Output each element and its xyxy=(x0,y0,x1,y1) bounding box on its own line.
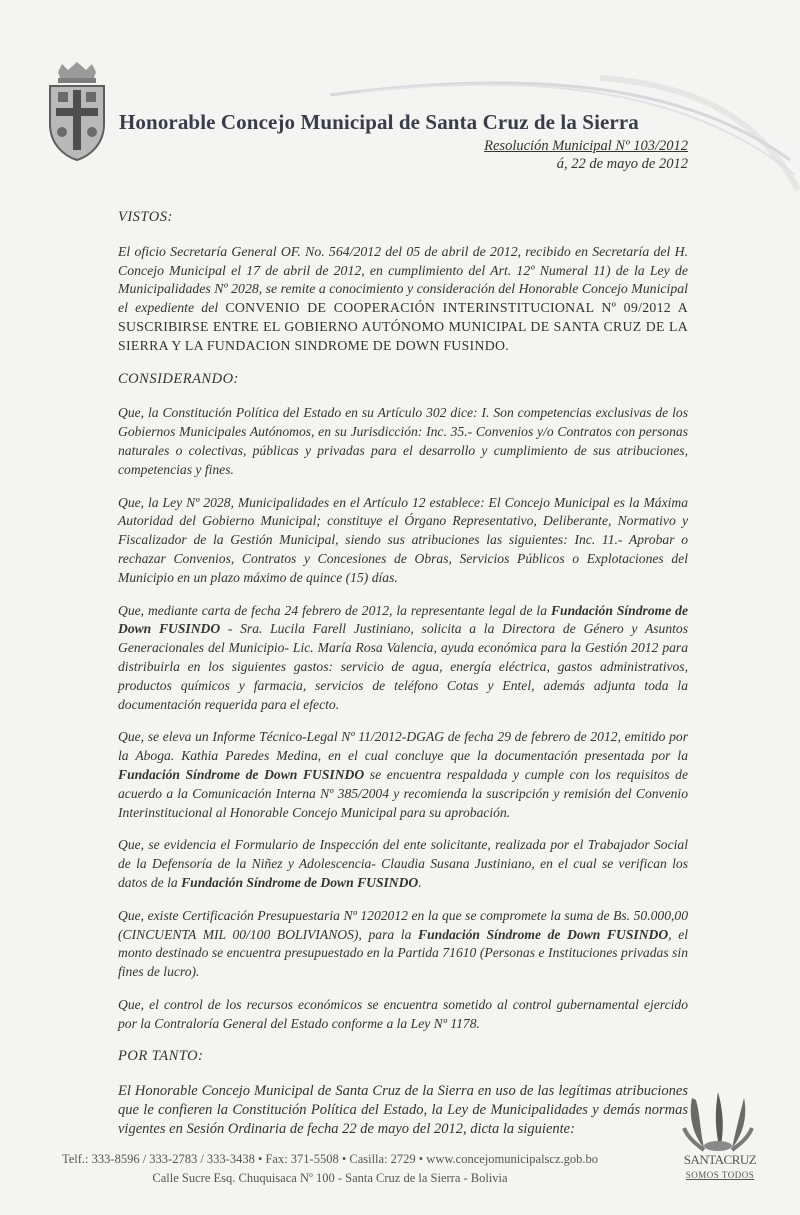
logo-name: SANTACRUZ xyxy=(683,1152,757,1167)
por-tanto-paragraph: El Honorable Concejo Municipal de Santa Cruz de la Sierra en uso de las legítimas atribuciones que le confieren la Constitución Política del Estado, la Ley de Municipalidades y demás normas vigentes en Sesión Ordinaria de fecha 22 de mayo del 2012, dicta la siguiente: xyxy=(118,1083,688,1137)
resolution-date: á, 22 de mayo de 2012 xyxy=(556,156,688,172)
considerando-paragraph-7: Que, el control de los recursos económicos se encuentra sometido al control gubernamental ejercido por la Contraloría General del Estado conforme a la Ley Nº 1178. xyxy=(118,996,688,1031)
vistos-caps-text: CONVENIO DE COOPERACIÓN INTERINSTITUCIONAL Nº 09/2012 A SUSCRIBIRSE ENTRE EL GOBIERNO AUTÓNOMO MUNICIPAL DE SANTA CRUZ DE LA SIERRA Y LA FUNDACION SINDROME DE DOWN FUSINDO. xyxy=(118,300,688,353)
considerando-paragraph-6 xyxy=(118,907,688,982)
considerando-paragraph-4 xyxy=(118,728,688,822)
c4-text-a: Que, se eleva un Informe Técnico-Legal Nº 11/2012-DGAG de fecha 29 de febrero de 2012, emitido por la Aboga. Kathia Paredes Medina, en el cual concluye que la documentación presentada por la xyxy=(118,729,688,764)
considerando-paragraph-1: Que, la Constitución Política del Estado en su Artículo 302 dice: I. Son competencias exclusivas de los Gobiernos Municipales Autónomos, en su Jurisdicción: Inc. 35.- Convenios y/o Contratos con personas naturales o colectivas, públicas y privadas para el desarrollo y cumplimiento de sus atribuciones, competencias y fines. xyxy=(118,405,688,477)
c3-bold: Fundación Síndrome de Down FUSINDO xyxy=(118,602,689,637)
c6-text-a: Que, existe Certificación Presupuestaria Nº 1202012 en la que se compromete la suma de Bs. 50.000,00 (CINCUENTA MIL 00/100 BOLIVIANOS), para la xyxy=(118,907,688,942)
c6-bold: Fundación Síndrome de Down FUSINDO xyxy=(418,926,669,942)
santa-cruz-logo-icon xyxy=(670,1088,766,1208)
resolution-number: Resolución Municipal Nº 103/2012 xyxy=(484,138,688,154)
considerando-paragraph-3 xyxy=(118,602,688,715)
coat-of-arms-icon xyxy=(44,62,110,162)
vistos-text: El oficio Secretaría General OF. No. 564/2012 del 05 de abril de 2012, recibido en Secretaría del H. Concejo Municipal el 17 de abril de 2012, en cumplimiento del Art. 12º Numeral 11) de la Ley de Municipalidades Nº 2028, se remite a conocimiento y consideración del Honorable Concejo Municipal el expediente del xyxy=(118,243,688,316)
vistos-paragraph xyxy=(118,243,688,356)
c3-text-b: - Sra. Lucila Farell Justiniano, solicita a la Directora de Género y Asuntos Generacionales del Municipio- Lic. María Rosa Valencia, ayuda económica para la Gestión 2012 para distribuirla en los siguientes gastos: servicio de agua, energía eléctrica, gastos administrativos, productos químicos y farmacia, servicios de teléfono Cotas y Entel, además adjunta toda la documentación requerida para el efecto. xyxy=(118,621,688,712)
c4-bold: Fundación Síndrome de Down FUSINDO xyxy=(118,766,365,782)
organization-title: Honorable Concejo Municipal de Santa Cruz de la Sierra xyxy=(119,110,639,134)
considerando-paragraph-2: Que, la Ley Nº 2028, Municipalidades en el Artículo 12 establece: El Concejo Municipal es la Máxima Autoridad del Gobierno Municipal; constituye el Órgano Representativo, Deliberante, Normativo y Fiscalizador de la Gestión Municipal, siendo sus atribuciones las siguientes: Inc. 11.- Aprobar o rechazar Convenios, Contratos y Concesiones de Obras, Servicios Públicos o Explotaciones del Municipio en un plazo máximo de quince (15) días. xyxy=(118,494,688,585)
footer-line-1: Telf.: 333-8596 / 333-2783 / 333-3438 • Fax: 371-5508 • Casilla: 2729 • www.concejomunicipalscz.gob.bo xyxy=(61,1152,599,1166)
c4-text-b: se encuentra respaldada y cumple con los requisitos de acuerdo a la Comunicación Interna Nº 385/2004 y recomienda la suscripción y remisión del Convenio Interinstitucional al Honorable Concejo Municipal para su aprobación. xyxy=(118,766,688,820)
considerando-paragraph-5 xyxy=(118,836,688,892)
c5-bold: Fundación Síndrome de Down FUSINDO xyxy=(181,874,419,890)
footer-line-2: Calle Sucre Esq. Chuquisaca Nº 100 - Santa Cruz de la Sierra - Bolivia xyxy=(152,1171,508,1185)
document-body xyxy=(118,208,688,1153)
footer-contact xyxy=(0,1150,660,1188)
logo-tagline: SOMOS TODOS xyxy=(685,1170,755,1180)
c5-text-a: Que, se evidencia el Formulario de Inspección del ente solicitante, realizada por el Trabajador Social de la Defensoría de la Niñez y Adolescencia- Claudia Susana Justiniano, en el cual se verifican los datos de la xyxy=(118,837,688,890)
vistos-heading: VISTOS: xyxy=(118,209,173,225)
c5-text-b: . xyxy=(418,874,422,890)
c6-text-b: , el monto destinado se encuentra presupuestado en la Partida 71610 (Personas e Instituciones privadas sin fines de lucro). xyxy=(118,926,689,980)
c3-text-a: Que, mediante carta de fecha 24 febrero de 2012, la representante legal de la xyxy=(118,602,551,618)
por-tanto-heading: POR TANTO: xyxy=(118,1048,204,1065)
considerando-heading: CONSIDERANDO: xyxy=(118,370,239,387)
